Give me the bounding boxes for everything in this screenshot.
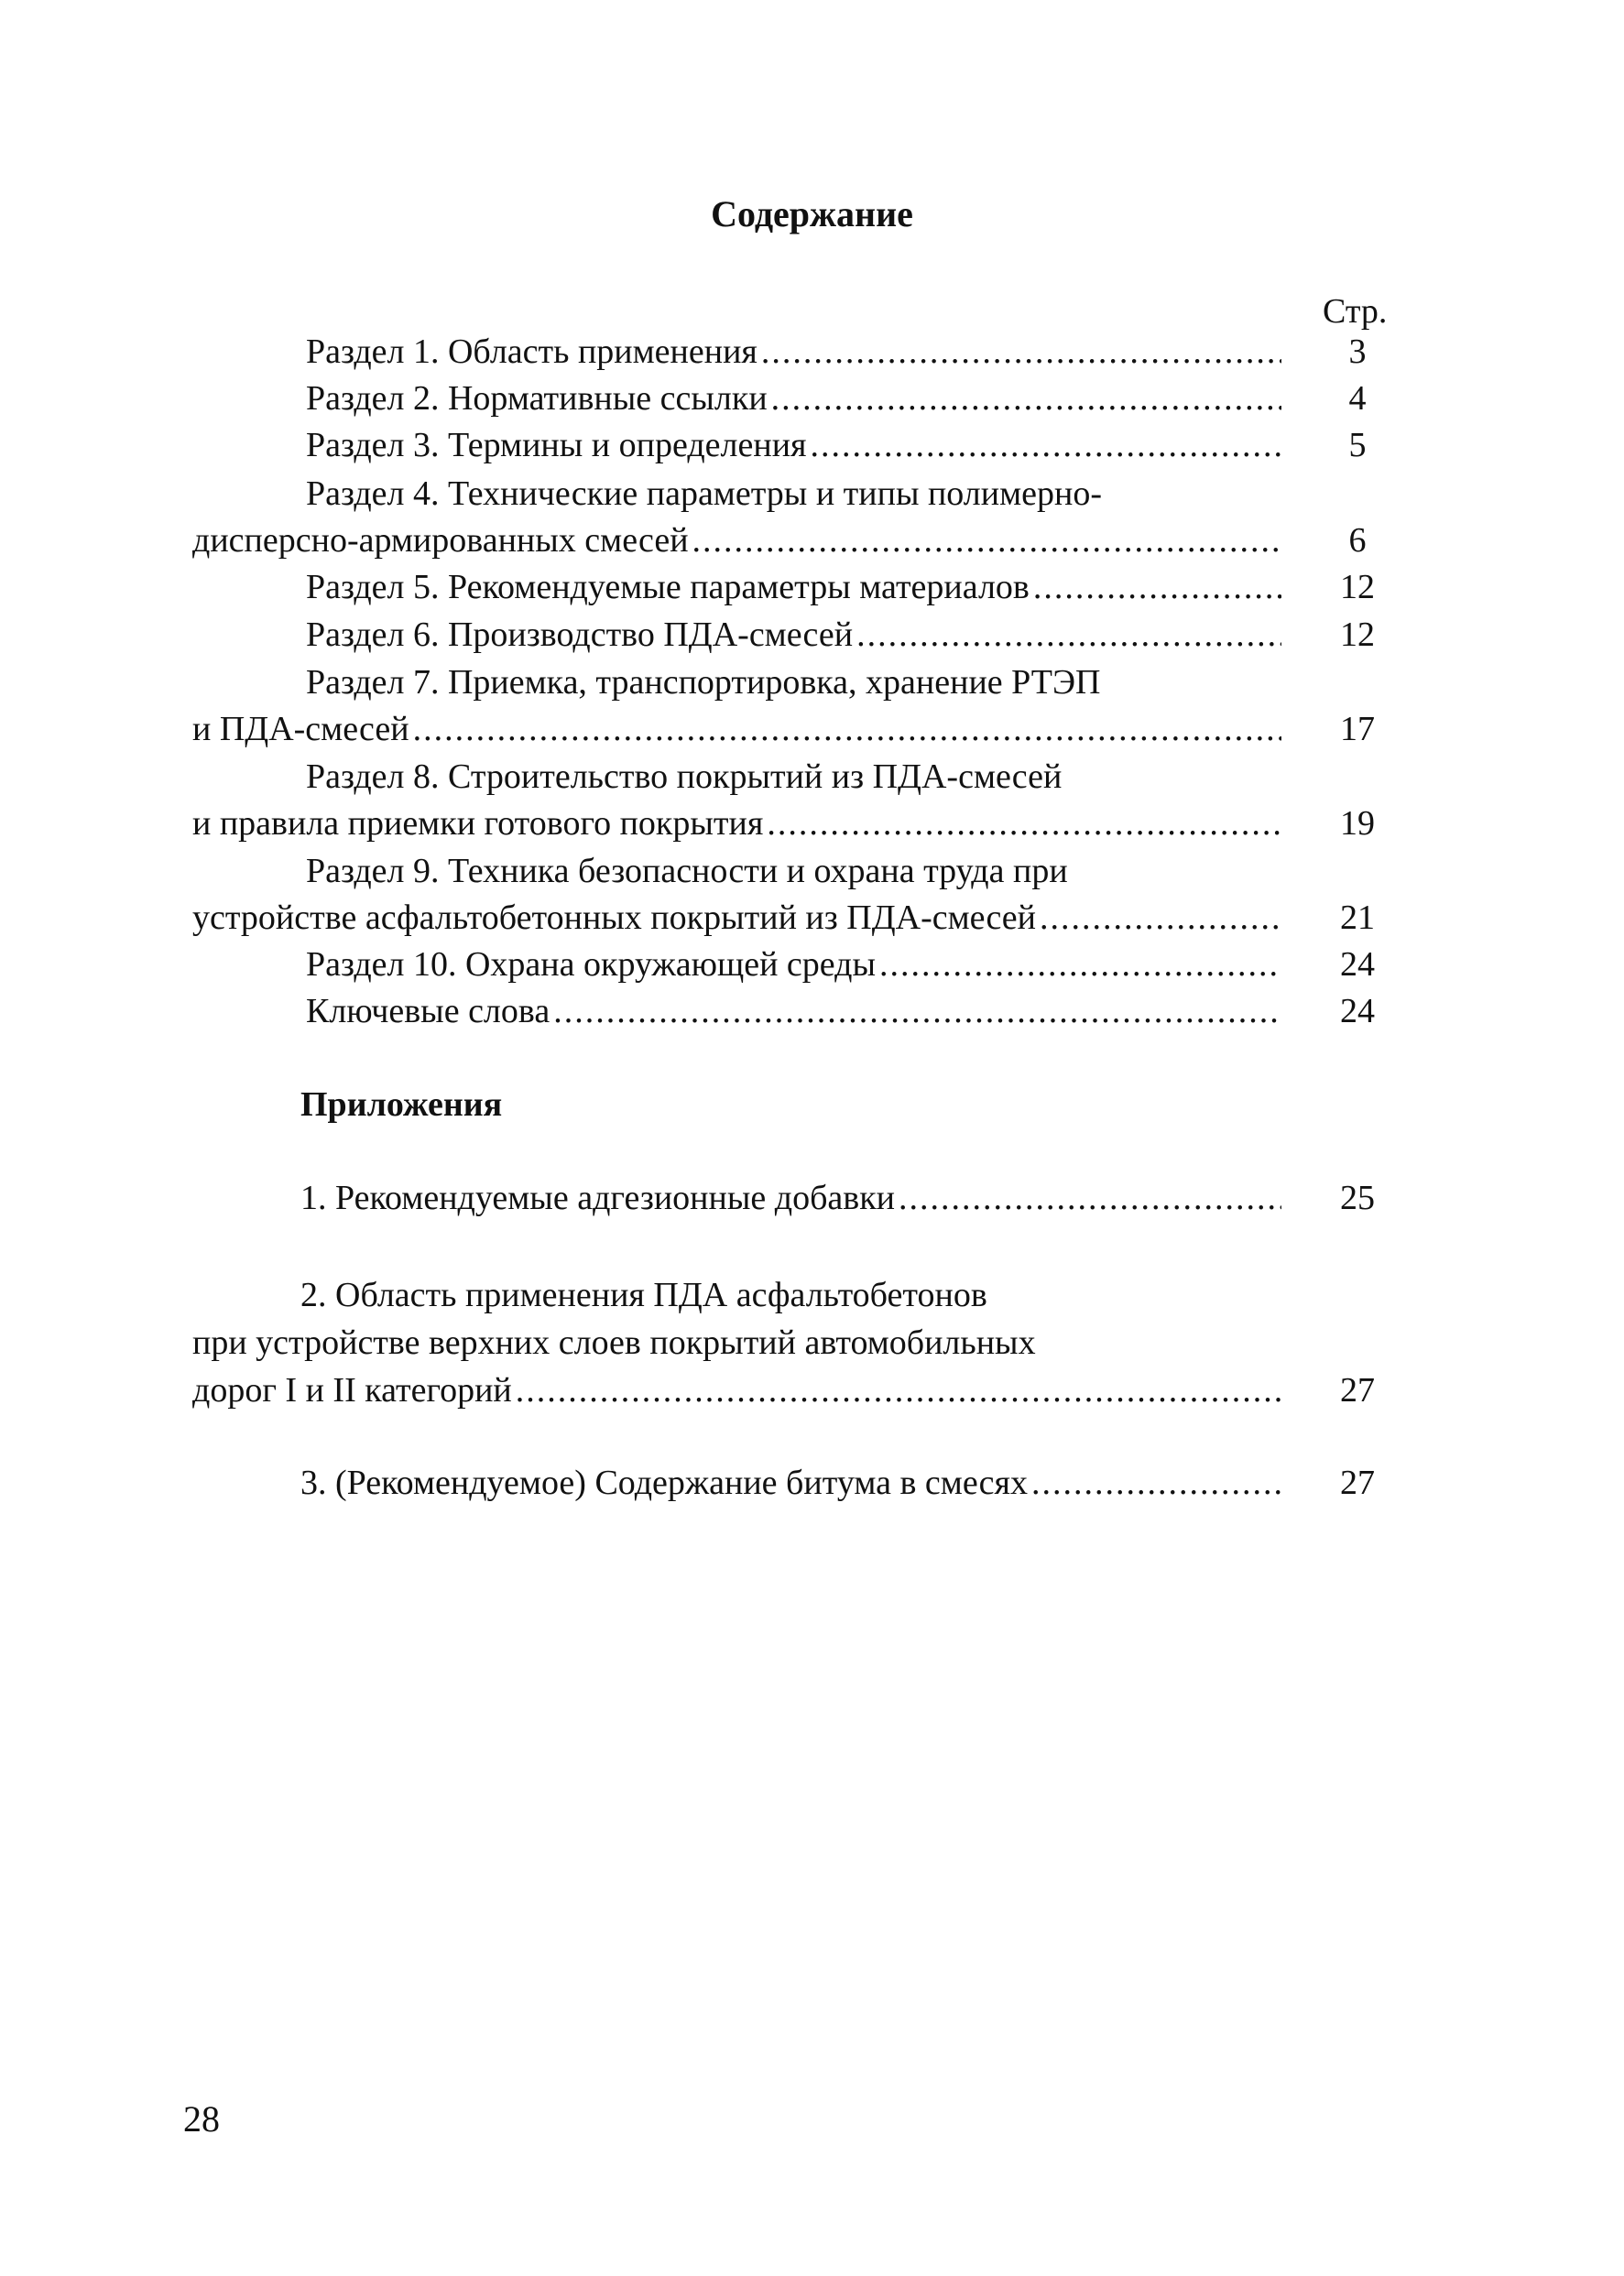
toc-entry-page: 24 xyxy=(1340,992,1375,1030)
toc-entry-page: 4 xyxy=(1348,379,1367,418)
toc-entry-7 xyxy=(192,708,1285,750)
toc-entry-4 xyxy=(192,519,1285,561)
appendix-entry-text: 3. (Рекомендуемое) Содержание битума в смесях xyxy=(300,1464,1028,1502)
leader-dots xyxy=(553,990,1281,1032)
toc-entry-1 xyxy=(306,331,1285,373)
leader-dots xyxy=(1031,1462,1281,1504)
page-number: 28 xyxy=(183,2098,220,2140)
toc-entry-line: Раздел 8. Строительство покрытий из ПДА-смесей xyxy=(306,757,1063,796)
leader-dots xyxy=(811,424,1281,466)
toc-entry-page: 12 xyxy=(1340,615,1375,654)
leader-dots xyxy=(856,614,1281,656)
toc-entry-page: 24 xyxy=(1340,945,1375,984)
toc-entry-2 xyxy=(306,377,1285,419)
toc-entry-11 xyxy=(306,990,1285,1032)
appendices-heading: Приложения xyxy=(300,1085,503,1124)
leader-dots xyxy=(692,519,1281,561)
toc-title: Содержание xyxy=(711,193,913,234)
toc-entry-10 xyxy=(306,943,1285,986)
toc-entry-page: 21 xyxy=(1340,898,1375,937)
toc-entry-line: Раздел 9. Техника безопасности и охрана труда при xyxy=(306,852,1068,890)
toc-entry-8 xyxy=(192,802,1285,844)
leader-dots xyxy=(516,1369,1281,1411)
toc-entry-text: Раздел 3. Термины и определения xyxy=(306,426,807,464)
toc-entry-text: Раздел 1. Область применения xyxy=(306,332,758,371)
appendix-entry-page: 27 xyxy=(1340,1371,1375,1410)
appendix-entry-3 xyxy=(300,1462,1285,1504)
toc-entry-text: устройстве асфальтобетонных покрытий из ПДА-смесей xyxy=(192,898,1036,937)
appendix-entry-page: 27 xyxy=(1340,1464,1375,1502)
appendix-entry-text: 1. Рекомендуемые адгезионные добавки xyxy=(300,1179,896,1217)
toc-entry-text: дисперсно-армированных смесей xyxy=(192,521,689,560)
appendix-entry-text: дорог I и II категорий xyxy=(192,1371,512,1410)
leader-dots xyxy=(899,1177,1281,1219)
toc-entry-5 xyxy=(306,566,1285,608)
appendix-entry-line: при устройстве верхних слоев покрытий автомобильных xyxy=(192,1323,1036,1362)
toc-entry-page: 3 xyxy=(1348,332,1367,371)
toc-entry-page: 6 xyxy=(1348,521,1367,560)
toc-entry-text: Ключевые слова xyxy=(306,992,550,1030)
appendix-entry-page: 25 xyxy=(1340,1179,1375,1217)
appendix-entry-2 xyxy=(192,1369,1285,1411)
leader-dots xyxy=(771,377,1281,419)
leader-dots xyxy=(413,708,1281,750)
toc-entry-text: и правила приемки готового покрытия xyxy=(192,804,764,843)
toc-entry-page: 19 xyxy=(1340,804,1375,843)
leader-dots xyxy=(1040,897,1281,939)
toc-entry-line: Раздел 7. Приемка, транспортировка, хранение РТЭП xyxy=(306,663,1101,702)
leader-dots xyxy=(761,331,1281,373)
toc-entry-page: 12 xyxy=(1340,568,1375,606)
toc-entry-page: 17 xyxy=(1340,710,1375,748)
toc-entry-text: Раздел 10. Охрана окружающей среды xyxy=(306,945,877,984)
toc-entry-text: и ПДА-смесей xyxy=(192,710,409,748)
toc-entry-9 xyxy=(192,897,1285,939)
leader-dots xyxy=(1033,566,1281,608)
toc-entry-3 xyxy=(306,424,1285,466)
toc-entry-text: Раздел 5. Рекомендуемые параметры материалов xyxy=(306,568,1030,606)
appendix-entry-1 xyxy=(300,1177,1285,1219)
toc-entry-line: Раздел 4. Технические параметры и типы полимерно- xyxy=(306,474,1103,513)
toc-entry-text: Раздел 6. Производство ПДА-смесей xyxy=(306,615,854,654)
leader-dots xyxy=(767,802,1281,844)
toc-entry-text: Раздел 2. Нормативные ссылки xyxy=(306,379,768,418)
page-column-label: Стр. xyxy=(1323,292,1388,331)
toc-entry-6 xyxy=(306,614,1285,656)
toc-entry-page: 5 xyxy=(1348,426,1367,464)
appendix-entry-line: 2. Область применения ПДА асфальтобетонов xyxy=(300,1276,987,1314)
leader-dots xyxy=(879,943,1281,986)
